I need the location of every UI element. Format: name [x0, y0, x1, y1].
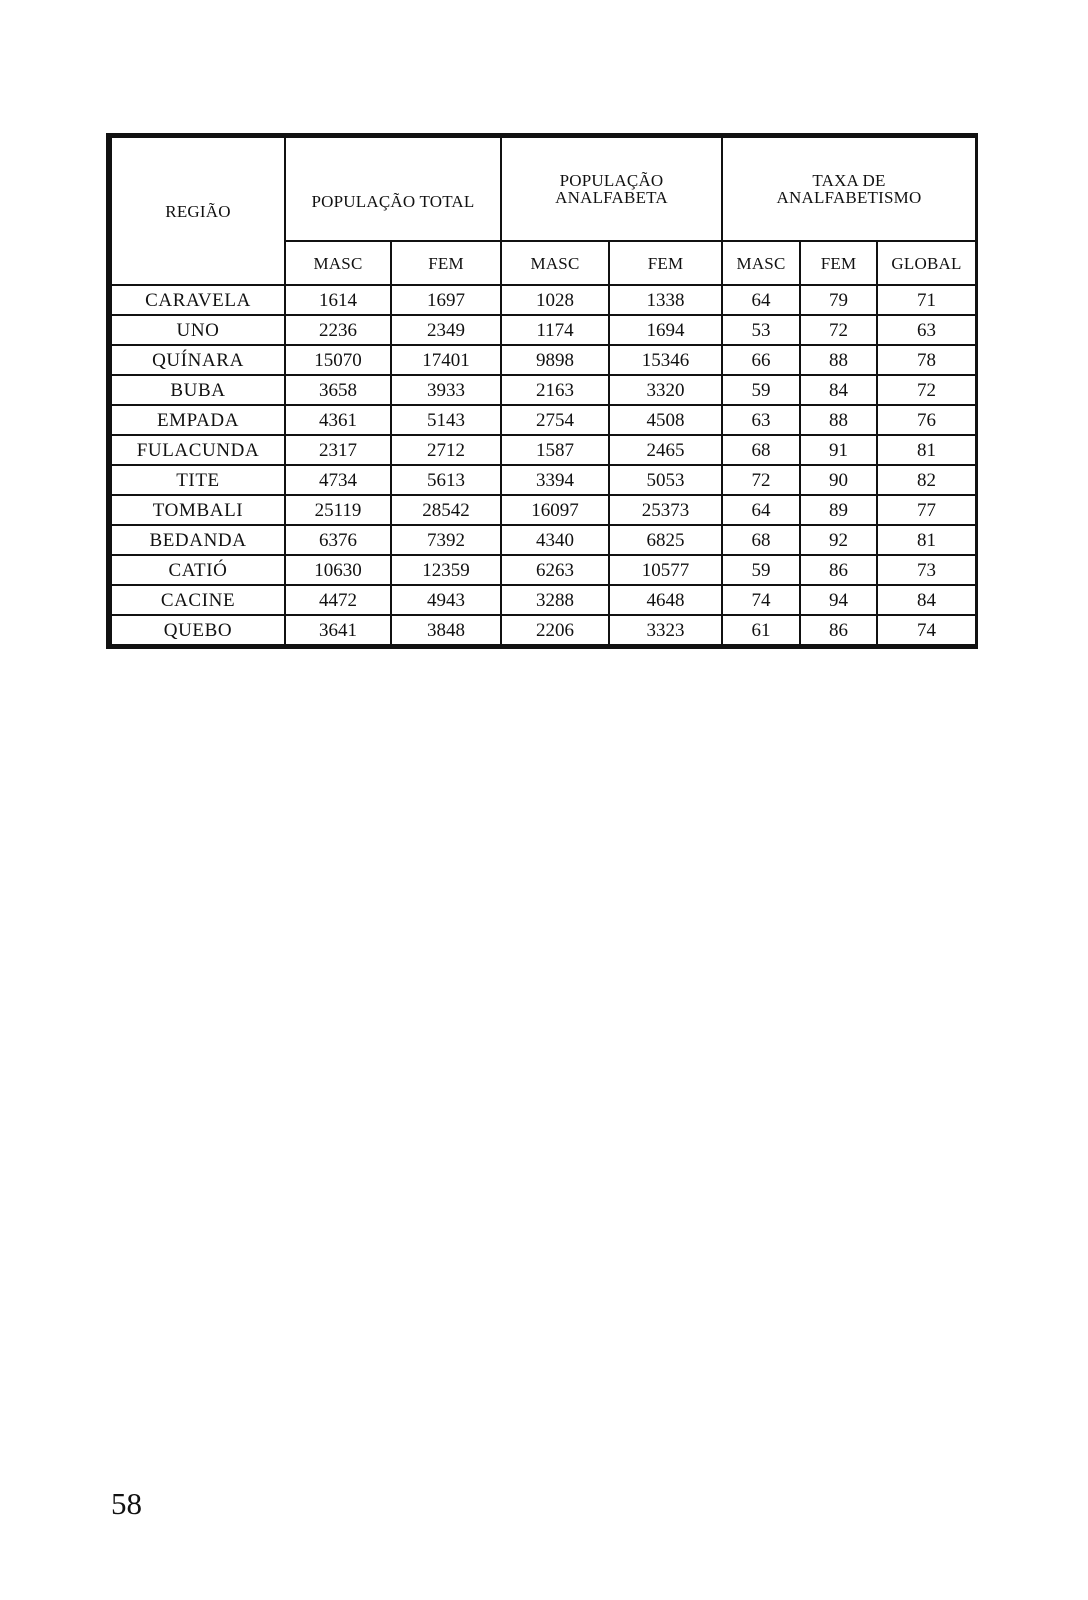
value-cell: 63	[722, 405, 800, 435]
value-cell: 4734	[285, 465, 391, 495]
value-cell: 16097	[501, 495, 609, 525]
value-cell: 1587	[501, 435, 609, 465]
value-cell: 68	[722, 435, 800, 465]
subheader-cell: MASC	[501, 241, 609, 285]
value-cell: 81	[877, 525, 976, 555]
table-row	[111, 315, 976, 345]
value-cell: 74	[877, 615, 976, 645]
table-row	[111, 375, 976, 405]
table-row	[111, 345, 976, 375]
value-cell: 4508	[609, 405, 722, 435]
value-cell: 1697	[391, 285, 501, 315]
value-cell: 53	[722, 315, 800, 345]
literacy-table	[110, 136, 977, 646]
value-cell: 63	[877, 315, 976, 345]
value-cell: 2317	[285, 435, 391, 465]
value-cell: 71	[877, 285, 976, 315]
region-name-cell: CATIÓ	[111, 555, 285, 585]
value-cell: 61	[722, 615, 800, 645]
region-column-header: REGIÃO	[111, 137, 285, 285]
value-cell: 12359	[391, 555, 501, 585]
page-number: 58	[111, 1486, 142, 1521]
value-cell: 3658	[285, 375, 391, 405]
value-cell: 73	[877, 555, 976, 585]
value-cell: 4648	[609, 585, 722, 615]
value-cell: 2163	[501, 375, 609, 405]
value-cell: 94	[800, 585, 877, 615]
table-header	[111, 137, 976, 285]
value-cell: 1694	[609, 315, 722, 345]
value-cell: 90	[800, 465, 877, 495]
region-name-cell: BEDANDA	[111, 525, 285, 555]
subheader-cell: FEM	[391, 241, 501, 285]
table-row	[111, 495, 976, 525]
table-row	[111, 285, 976, 315]
value-cell: 2712	[391, 435, 501, 465]
value-cell: 82	[877, 465, 976, 495]
value-cell: 7392	[391, 525, 501, 555]
value-cell: 15346	[609, 345, 722, 375]
value-cell: 5053	[609, 465, 722, 495]
value-cell: 4943	[391, 585, 501, 615]
subheader-cell: MASC	[285, 241, 391, 285]
value-cell: 64	[722, 495, 800, 525]
header-row-groups	[111, 137, 976, 241]
value-cell: 3848	[391, 615, 501, 645]
region-name-cell: QUÍNARA	[111, 345, 285, 375]
table-row	[111, 435, 976, 465]
total-population-header: POPULAÇÃO TOTAL	[285, 137, 501, 241]
value-cell: 1338	[609, 285, 722, 315]
value-cell: 78	[877, 345, 976, 375]
table-body	[111, 285, 976, 645]
value-cell: 68	[722, 525, 800, 555]
value-cell: 4361	[285, 405, 391, 435]
value-cell: 89	[800, 495, 877, 525]
illiterate-population-header	[501, 137, 722, 241]
value-cell: 88	[800, 345, 877, 375]
value-cell: 15070	[285, 345, 391, 375]
value-cell: 10630	[285, 555, 391, 585]
value-cell: 3641	[285, 615, 391, 645]
value-cell: 6376	[285, 525, 391, 555]
value-cell: 81	[877, 435, 976, 465]
region-name-cell: BUBA	[111, 375, 285, 405]
value-cell: 3323	[609, 615, 722, 645]
value-cell: 66	[722, 345, 800, 375]
value-cell: 72	[722, 465, 800, 495]
value-cell: 3288	[501, 585, 609, 615]
value-cell: 4472	[285, 585, 391, 615]
table-row	[111, 405, 976, 435]
region-name-cell: FULACUNDA	[111, 435, 285, 465]
value-cell: 59	[722, 375, 800, 405]
value-cell: 3394	[501, 465, 609, 495]
table-row	[111, 615, 976, 645]
value-cell: 2349	[391, 315, 501, 345]
value-cell: 72	[877, 375, 976, 405]
value-cell: 17401	[391, 345, 501, 375]
region-name-cell: TITE	[111, 465, 285, 495]
value-cell: 84	[877, 585, 976, 615]
region-name-cell: TOMBALI	[111, 495, 285, 525]
value-cell: 6263	[501, 555, 609, 585]
value-cell: 64	[722, 285, 800, 315]
value-cell: 10577	[609, 555, 722, 585]
value-cell: 86	[800, 555, 877, 585]
table-row	[111, 465, 976, 495]
table-row	[111, 525, 976, 555]
region-name-cell: EMPADA	[111, 405, 285, 435]
value-cell: 1174	[501, 315, 609, 345]
value-cell: 4340	[501, 525, 609, 555]
region-name-cell: QUEBO	[111, 615, 285, 645]
value-cell: 1028	[501, 285, 609, 315]
value-cell: 59	[722, 555, 800, 585]
value-cell: 9898	[501, 345, 609, 375]
value-cell: 2206	[501, 615, 609, 645]
value-cell: 74	[722, 585, 800, 615]
value-cell: 1614	[285, 285, 391, 315]
value-cell: 79	[800, 285, 877, 315]
subheader-cell: MASC	[722, 241, 800, 285]
value-cell: 3320	[609, 375, 722, 405]
illiterate-population-label: POPULAÇÃO ANALFABETA	[555, 171, 668, 207]
subheader-cell: FEM	[609, 241, 722, 285]
value-cell: 6825	[609, 525, 722, 555]
value-cell: 92	[800, 525, 877, 555]
value-cell: 72	[800, 315, 877, 345]
illiteracy-rate-header	[722, 137, 976, 241]
value-cell: 86	[800, 615, 877, 645]
value-cell: 76	[877, 405, 976, 435]
value-cell: 84	[800, 375, 877, 405]
value-cell: 25119	[285, 495, 391, 525]
value-cell: 25373	[609, 495, 722, 525]
region-name-cell: UNO	[111, 315, 285, 345]
value-cell: 5613	[391, 465, 501, 495]
value-cell: 3933	[391, 375, 501, 405]
table-row	[111, 585, 976, 615]
subheader-cell: GLOBAL	[877, 241, 976, 285]
table-row	[111, 555, 976, 585]
value-cell: 88	[800, 405, 877, 435]
value-cell: 2465	[609, 435, 722, 465]
value-cell: 5143	[391, 405, 501, 435]
region-name-cell: CARAVELA	[111, 285, 285, 315]
value-cell: 2236	[285, 315, 391, 345]
value-cell: 2754	[501, 405, 609, 435]
region-name-cell: CACINE	[111, 585, 285, 615]
illiteracy-rate-label: TAXA DE ANALFABETISMO	[776, 171, 922, 207]
value-cell: 28542	[391, 495, 501, 525]
value-cell: 77	[877, 495, 976, 525]
subheader-cell: FEM	[800, 241, 877, 285]
value-cell: 91	[800, 435, 877, 465]
literacy-table-frame	[106, 133, 978, 649]
